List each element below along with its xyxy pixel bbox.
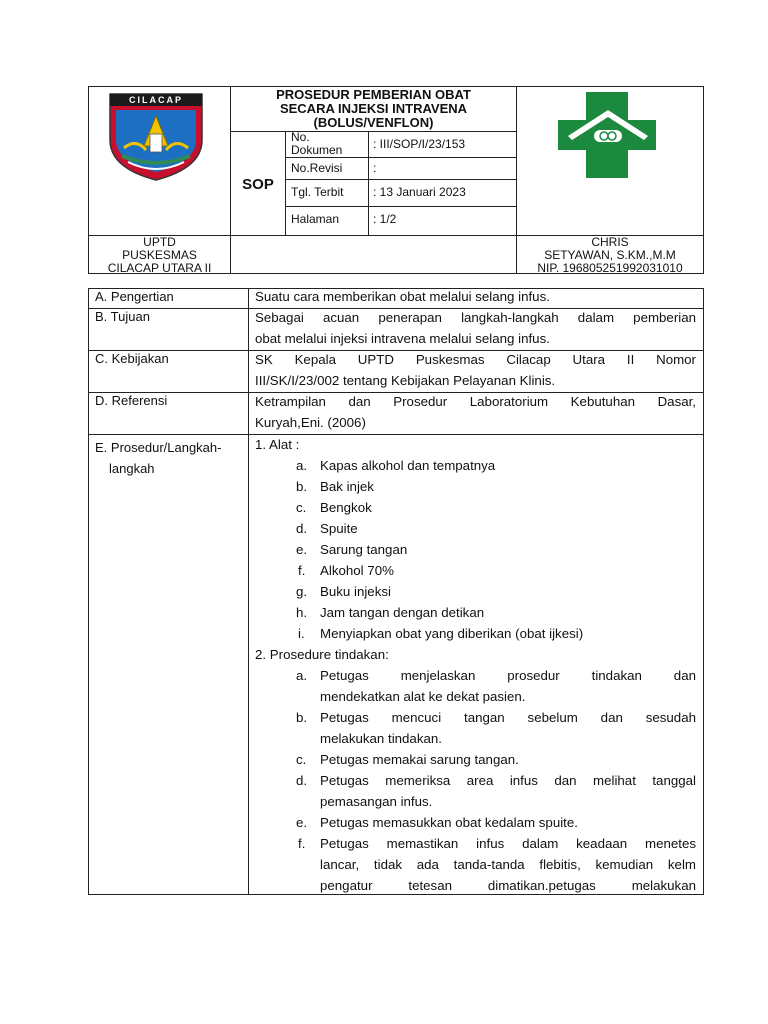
label-prosedur-line: E. Prosedur/Langkah- — [95, 440, 222, 455]
tindakan-marker: e. — [296, 815, 308, 830]
tindakan-line: pemasangan infus. — [320, 794, 433, 809]
pengertian-text: Suatu cara memberikan obat melalui selang infus. — [255, 289, 550, 304]
alat-item: Kapas alkohol dan tempatnya — [320, 458, 496, 473]
tindakan-line: Petugas menjelaskan prosedur tindakan dan — [320, 668, 696, 683]
alat-marker: d. — [296, 521, 308, 536]
puskesmas-logo — [548, 90, 668, 180]
alat-item: Bengkok — [320, 500, 372, 515]
alat-item: Bak injek — [320, 479, 374, 494]
tindakan-line: Petugas memastikan infus dalam keadaan menetes — [320, 836, 696, 851]
alat-item: Spuite — [320, 521, 358, 536]
tindakan-marker: a. — [296, 668, 308, 683]
label-referensi: D. Referensi — [95, 393, 168, 408]
tindakan-line: Petugas memasukkan obat kedalam spuite. — [320, 815, 578, 830]
title-line: SECARA INJEKSI INTRAVENA — [279, 101, 468, 116]
referensi-line: Ketrampilan dan Prosedur Laboratorium Kebutuhan Dasar, — [255, 394, 696, 409]
meta-label-halaman: Halaman — [291, 212, 340, 226]
meta-label-revisi: No.Revisi — [291, 161, 343, 175]
tindakan-marker: d. — [296, 773, 308, 788]
tindakan-line: Petugas memeriksa area infus dan melihat tanggal — [320, 773, 696, 788]
tindakan-line: mendekatkan alat ke dekat pasien. — [320, 689, 526, 704]
label-pengertian: A. Pengertian — [95, 289, 174, 304]
alat-item: Jam tangan dengan detikan — [320, 605, 485, 620]
meta-label-terbit: Tgl. Terbit — [291, 185, 344, 199]
tindakan-heading: 2. Prosedure tindakan: — [255, 647, 389, 662]
meta-value-revisi: : — [373, 161, 377, 175]
alat-item: Sarung tangan — [320, 542, 408, 557]
kebijakan-line: III/SK/I/23/002 tentang Kebijakan Pelayanan Klinis. — [255, 373, 556, 388]
alat-marker: h. — [296, 605, 308, 620]
meta-label-text: No. Dokumen — [291, 130, 343, 157]
meta-label-dokumen — [291, 131, 367, 157]
meta-value-dokumen: : III/SOP/I/23/153 — [373, 137, 466, 151]
tindakan-line: Petugas memakai sarung tangan. — [320, 752, 519, 767]
tindakan-marker: f. — [298, 836, 306, 851]
org-line: UPTD — [143, 235, 176, 249]
tindakan-marker: c. — [296, 752, 307, 767]
org-line: CILACAP UTARA II — [107, 261, 212, 275]
alat-item: Buku injeksi — [320, 584, 391, 599]
alat-marker: a. — [296, 458, 308, 473]
cilacap-seal-logo — [106, 90, 206, 182]
tujuan-line: obat melalui injeksi intravena melalui selang infus. — [255, 331, 550, 346]
label-prosedur — [95, 437, 221, 479]
referensi-line: Kuryah,Eni. (2006) — [255, 415, 366, 430]
alat-marker: i. — [298, 626, 305, 641]
seal-banner-text: CILACAP — [129, 95, 183, 105]
sop-label: SOP — [242, 176, 274, 193]
label-tujuan: B. Tujuan — [95, 309, 150, 324]
document-title — [231, 88, 516, 130]
tindakan-line: Petugas mencuci tangan sebelum dan sesudah — [320, 710, 696, 725]
title-line: PROSEDUR PEMBERIAN OBAT — [276, 87, 471, 102]
organization-name — [89, 236, 230, 275]
org-line: PUSKESMAS — [122, 248, 197, 262]
alat-marker: f. — [298, 563, 306, 578]
tindakan-marker: b. — [296, 710, 308, 725]
alat-item: Alkohol 70% — [320, 563, 394, 578]
alat-marker: b. — [296, 479, 308, 494]
label-kebijakan: C. Kebijakan — [95, 351, 169, 366]
signer-line: CHRIS — [591, 235, 629, 249]
alat-item: Menyiapkan obat yang diberikan (obat ijkesi) — [320, 626, 584, 641]
kebijakan-line: SK Kepala UPTD Puskesmas Cilacap Utara II Nomor — [255, 352, 696, 367]
alat-heading: 1. Alat : — [255, 437, 300, 452]
tindakan-line: melakukan tindakan. — [320, 731, 442, 746]
meta-value-terbit: : 13 Januari 2023 — [373, 185, 466, 199]
label-prosedur-line: langkah — [109, 461, 155, 476]
tindakan-line: lancar, tidak ada tanda-tanda flebitis, kemudian kelm — [320, 857, 696, 872]
alat-marker: g. — [296, 584, 308, 599]
tujuan-line: Sebagai acuan penerapan langkah-langkah dalam pemberian — [255, 310, 696, 325]
title-line: (BOLUS/VENFLON) — [313, 115, 434, 130]
alat-marker: e. — [296, 542, 308, 557]
meta-value-halaman: : 1/2 — [373, 212, 397, 226]
signer-line: NIP. 196805251992031010 — [537, 261, 683, 275]
signer-line: SETYAWAN, S.KM.,M.M — [544, 248, 676, 262]
alat-marker: c. — [296, 500, 307, 515]
tindakan-line: pengatur tetesan dimatikan.petugas melakukan — [320, 878, 696, 893]
signer-block — [517, 236, 703, 275]
